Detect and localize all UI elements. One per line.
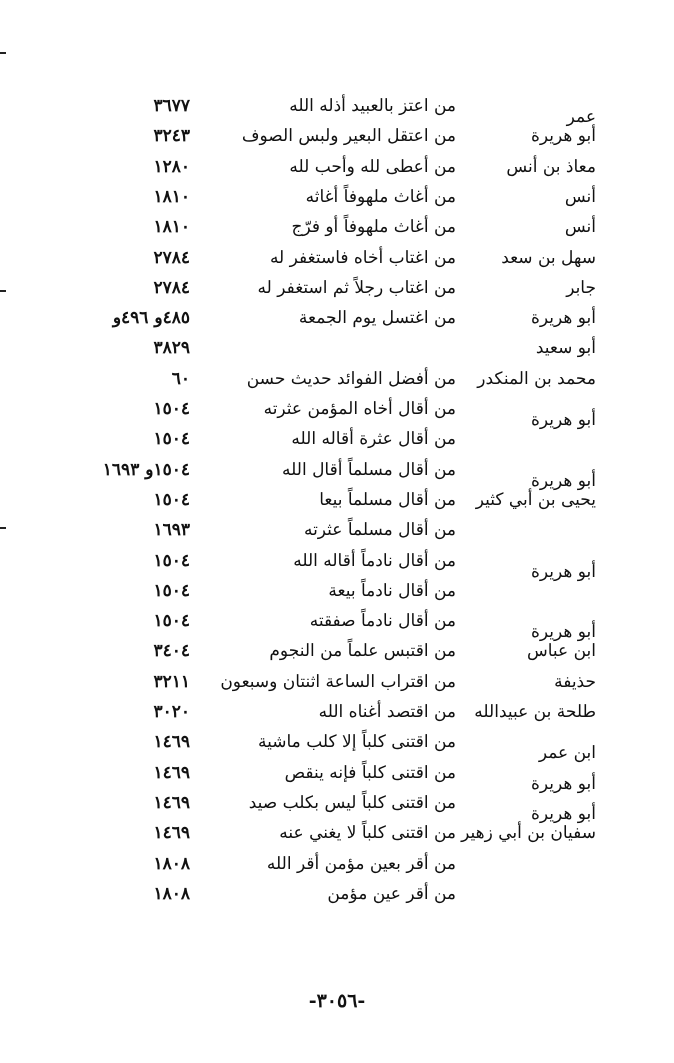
page-number: -٣٠٥٦-: [308, 990, 366, 1012]
narrator: أبو هريرة: [530, 126, 596, 147]
hadith-number: ١٥٠٤: [153, 429, 190, 450]
hadith-text: من أقال مسلماً بيعا: [319, 489, 456, 510]
hadith-number: ١٦٩٣: [153, 520, 190, 541]
narrator: محمد بن المنكدر: [477, 368, 596, 389]
narrator: ابن عمر: [538, 743, 596, 764]
narrator: أبو هريرة: [530, 773, 596, 794]
index-row: [0, 216, 674, 246]
narrator: أبو هريرة: [530, 622, 596, 643]
narrator: أبو هريرة: [530, 803, 596, 824]
narrator: أبو هريرة: [530, 308, 596, 329]
index-row: [0, 307, 674, 337]
narrator: أبو سعيد: [535, 338, 596, 359]
hadith-number: ٢٧٨٤: [153, 277, 190, 298]
index-row: [0, 762, 674, 792]
narrator: جابر: [566, 277, 596, 298]
index-row: [0, 550, 674, 580]
narrator: يحيى بن أبي كثير: [475, 489, 596, 510]
hadith-number: ١٤٦٩: [153, 762, 190, 783]
hadith-text: من اغتاب أخاه فاستغفر له: [269, 247, 456, 268]
index-row: [0, 701, 674, 731]
index-row: [0, 610, 674, 643]
index-row: [0, 671, 674, 701]
hadith-text: من اقتنى كلباً ليس بكلب صيد: [248, 792, 456, 813]
margin-mark: [0, 52, 6, 54]
hadith-number: ١٥٠٤: [153, 399, 190, 419]
hadith-text: من أغاث ملهوفاً أو فرّج: [291, 217, 456, 238]
hadith-number: ٦٠: [171, 368, 190, 389]
hadith-number: ١٢٨٠: [153, 156, 190, 177]
hadith-number: ٣٤٠٤: [153, 641, 190, 662]
index-row: [0, 640, 674, 670]
narrator: أبو هريرة: [530, 561, 596, 582]
index-row: [0, 186, 674, 216]
hadith-number: ١٥٠٤: [153, 550, 190, 571]
index-row: [0, 428, 674, 458]
hadith-text: من أقر عين مؤمن: [327, 883, 456, 904]
hadith-text: من أقال أخاه المؤمن عثرته: [263, 399, 456, 419]
hadith-text: من أفضل الفوائد حديث حسن: [246, 368, 456, 389]
hadith-number: ١٥٠٤: [153, 580, 190, 601]
narrator: عمر: [566, 107, 596, 127]
hadith-number: ٣٠٢٠: [153, 702, 190, 722]
hadith-number: ١٥٠٤و ١٦٩٣: [102, 459, 190, 480]
hadith-number: ٣٨٢٩: [153, 338, 190, 359]
index-row: [0, 125, 674, 155]
index-row: [0, 398, 674, 428]
index-row: [0, 822, 674, 852]
index-row: [0, 459, 674, 489]
hadith-number: ١٥٠٤: [153, 489, 190, 510]
hadith-text: من أقال عثرة أقاله الله: [291, 429, 456, 450]
hadith-number: ١٨٠٨: [153, 853, 190, 874]
hadith-number: ٢٧٨٤: [153, 247, 190, 268]
index-row: [0, 792, 674, 822]
index-row: [0, 519, 674, 549]
hadith-text: من اقتراب الساعة اثنتان وسبعون: [220, 671, 456, 692]
hadith-number: ١٥٠٤: [153, 611, 190, 632]
hadith-number: ١٤٦٩: [153, 732, 190, 753]
narrator: أبو هريرة: [530, 410, 596, 430]
hadith-text: من اقتنى كلباً لا يغني عنه: [279, 823, 456, 844]
hadith-text: من اقتنى كلباً فإنه ينقص: [284, 762, 456, 783]
narrator: حذيفة: [554, 671, 596, 692]
index-row: [0, 731, 674, 764]
hadith-number: ٣٢٤٣: [153, 126, 190, 147]
hadith-number: ١٨١٠: [153, 186, 190, 207]
index-row: [0, 489, 674, 519]
hadith-text: من اقتنى كلباً إلا كلب ماشية: [258, 732, 456, 753]
hadith-text: من أقال مسلماً أقال الله: [282, 459, 456, 480]
narrator: سهل بن سعد: [501, 247, 596, 268]
narrator: سفيان بن أبي زهير: [461, 823, 596, 844]
hadith-text: من اغتاب رجلاً ثم استغفر له: [257, 277, 456, 298]
hadith-text: من أقال نادماً صفقته: [309, 611, 456, 632]
narrator: معاذ بن أنس: [506, 156, 596, 177]
narrator: طلحة بن عبيدالله: [474, 702, 596, 722]
hadith-number: ١٤٦٩: [153, 792, 190, 813]
hadith-text: من أقال مسلماً عثرته: [303, 520, 456, 541]
hadith-text: من أقال نادماً بيعة: [328, 580, 456, 601]
hadith-text: من اعتز بالعبيد أذله الله: [289, 96, 456, 116]
hadith-number: ١٨٠٨: [153, 883, 190, 904]
index-row: [0, 277, 674, 307]
index-row: [0, 95, 674, 125]
hadith-text: من اغتسل يوم الجمعة: [298, 308, 456, 329]
index-row: [0, 853, 674, 883]
narrator: ابن عباس: [526, 641, 596, 662]
narrator: أبو هريرة: [530, 470, 596, 491]
hadith-text: من أعطى لله وأحب لله: [289, 156, 456, 177]
hadith-text: من أغاث ملهوفاً أغاثه: [305, 186, 456, 207]
hadith-number: ٣٦٧٧: [153, 96, 190, 116]
index-row: [0, 368, 674, 398]
narrator: أنس: [564, 186, 596, 207]
hadith-number: ٣٢١١: [153, 671, 190, 692]
hadith-number: ٤٨٥و ٤٩٦و: [112, 308, 190, 329]
index-row: [0, 247, 674, 277]
hadith-number: ١٤٦٩: [153, 823, 190, 844]
hadith-text: من أقال نادماً أقاله الله: [293, 550, 456, 571]
hadith-text: من اقتصد أغناه الله: [318, 702, 456, 722]
hadith-text: من اقتبس علماً من النجوم: [269, 641, 456, 662]
narrator: أنس: [564, 217, 596, 238]
index-row: [0, 883, 674, 913]
hadith-number: ١٨١٠: [153, 217, 190, 238]
hadith-text: من أقر بعين مؤمن أقر الله: [266, 853, 456, 874]
index-row: [0, 156, 674, 186]
index-row: [0, 337, 674, 367]
hadith-text: من اعتقل البعير ولبس الصوف: [241, 126, 456, 147]
index-row: [0, 580, 674, 610]
